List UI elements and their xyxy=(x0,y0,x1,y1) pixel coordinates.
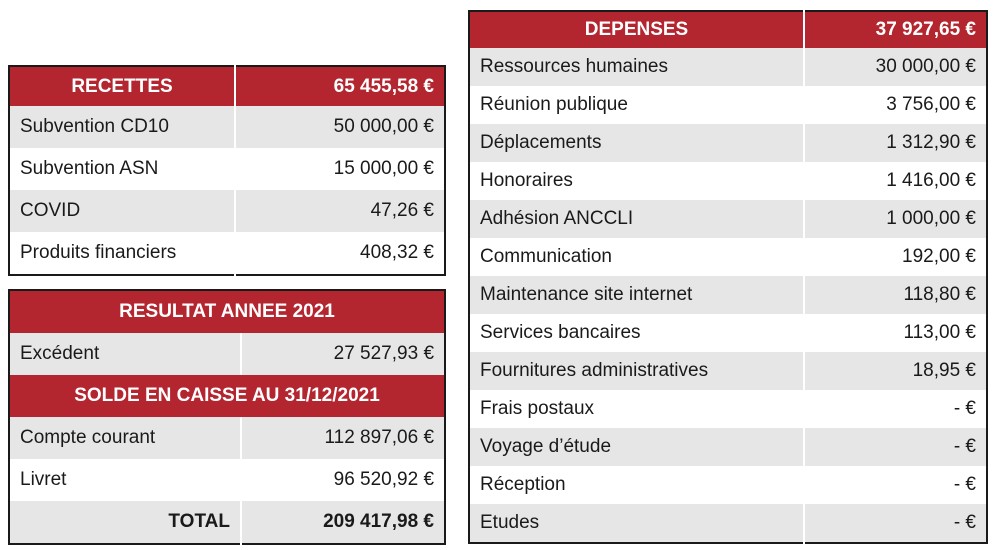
table-row xyxy=(469,504,987,543)
recettes-header-label: RECETTES xyxy=(9,66,235,106)
depenses-header-label: DEPENSES xyxy=(469,11,804,48)
row-value: 118,80 € xyxy=(804,276,987,314)
table-row xyxy=(469,124,987,162)
row-label: Subvention CD10 xyxy=(9,106,235,148)
row-label: Honoraires xyxy=(469,162,804,200)
resultat-table xyxy=(8,289,446,545)
table-row xyxy=(469,428,987,466)
table-row xyxy=(9,190,445,232)
row-label: COVID xyxy=(9,190,235,232)
row-value: 408,32 € xyxy=(235,232,445,275)
row-value: - € xyxy=(804,466,987,504)
row-label: Fournitures administratives xyxy=(469,352,804,390)
row-label: Communication xyxy=(469,238,804,276)
row-value: 112 897,06 € xyxy=(241,417,445,459)
row-label: Livret xyxy=(9,459,241,501)
row-label: Etudes xyxy=(469,504,804,543)
row-value: 1 312,90 € xyxy=(804,124,987,162)
table-row xyxy=(9,459,445,501)
total-row xyxy=(9,501,445,544)
resultat-header-row xyxy=(9,290,445,333)
table-row xyxy=(469,390,987,428)
table-row xyxy=(469,200,987,238)
row-value: 192,00 € xyxy=(804,238,987,276)
total-label: TOTAL xyxy=(9,501,241,544)
total-value: 209 417,98 € xyxy=(241,501,445,544)
row-label: Produits financiers xyxy=(9,232,235,275)
table-row xyxy=(9,148,445,190)
row-label: Ressources humaines xyxy=(469,48,804,86)
table-row xyxy=(9,106,445,148)
row-label: Excédent xyxy=(9,333,241,375)
row-value: - € xyxy=(804,390,987,428)
row-label: Adhésion ANCCLI xyxy=(469,200,804,238)
row-value: 27 527,93 € xyxy=(241,333,445,375)
row-value: - € xyxy=(804,504,987,543)
row-value: 3 756,00 € xyxy=(804,86,987,124)
table-row xyxy=(469,314,987,352)
row-value: - € xyxy=(804,428,987,466)
row-value: 1 000,00 € xyxy=(804,200,987,238)
table-row xyxy=(9,232,445,275)
recettes-header-total: 65 455,58 € xyxy=(235,66,445,106)
row-label: Frais postaux xyxy=(469,390,804,428)
recettes-header-row xyxy=(9,66,445,106)
depenses-header-total: 37 927,65 € xyxy=(804,11,987,48)
row-value: 50 000,00 € xyxy=(235,106,445,148)
recettes-table xyxy=(8,65,446,276)
table-row xyxy=(469,276,987,314)
table-row xyxy=(9,417,445,459)
row-value: 18,95 € xyxy=(804,352,987,390)
row-value: 96 520,92 € xyxy=(241,459,445,501)
row-label: Voyage d’étude xyxy=(469,428,804,466)
table-row xyxy=(469,162,987,200)
row-label: Compte courant xyxy=(9,417,241,459)
depenses-table xyxy=(468,10,988,544)
table-row xyxy=(469,352,987,390)
row-label: Services bancaires xyxy=(469,314,804,352)
row-value: 30 000,00 € xyxy=(804,48,987,86)
table-row xyxy=(9,333,445,375)
row-value: 1 416,00 € xyxy=(804,162,987,200)
table-row xyxy=(469,48,987,86)
row-label: Subvention ASN xyxy=(9,148,235,190)
row-label: Réunion publique xyxy=(469,86,804,124)
row-label: Déplacements xyxy=(469,124,804,162)
row-value: 113,00 € xyxy=(804,314,987,352)
table-row xyxy=(469,86,987,124)
depenses-header-row xyxy=(469,11,987,48)
row-label: Réception xyxy=(469,466,804,504)
table-row xyxy=(469,238,987,276)
row-value: 15 000,00 € xyxy=(235,148,445,190)
resultat-header: RESULTAT ANNEE 2021 xyxy=(9,290,445,333)
table-row xyxy=(469,466,987,504)
solde-header: SOLDE EN CAISSE AU 31/12/2021 xyxy=(9,375,445,417)
solde-header-row xyxy=(9,375,445,417)
row-value: 47,26 € xyxy=(235,190,445,232)
row-label: Maintenance site internet xyxy=(469,276,804,314)
